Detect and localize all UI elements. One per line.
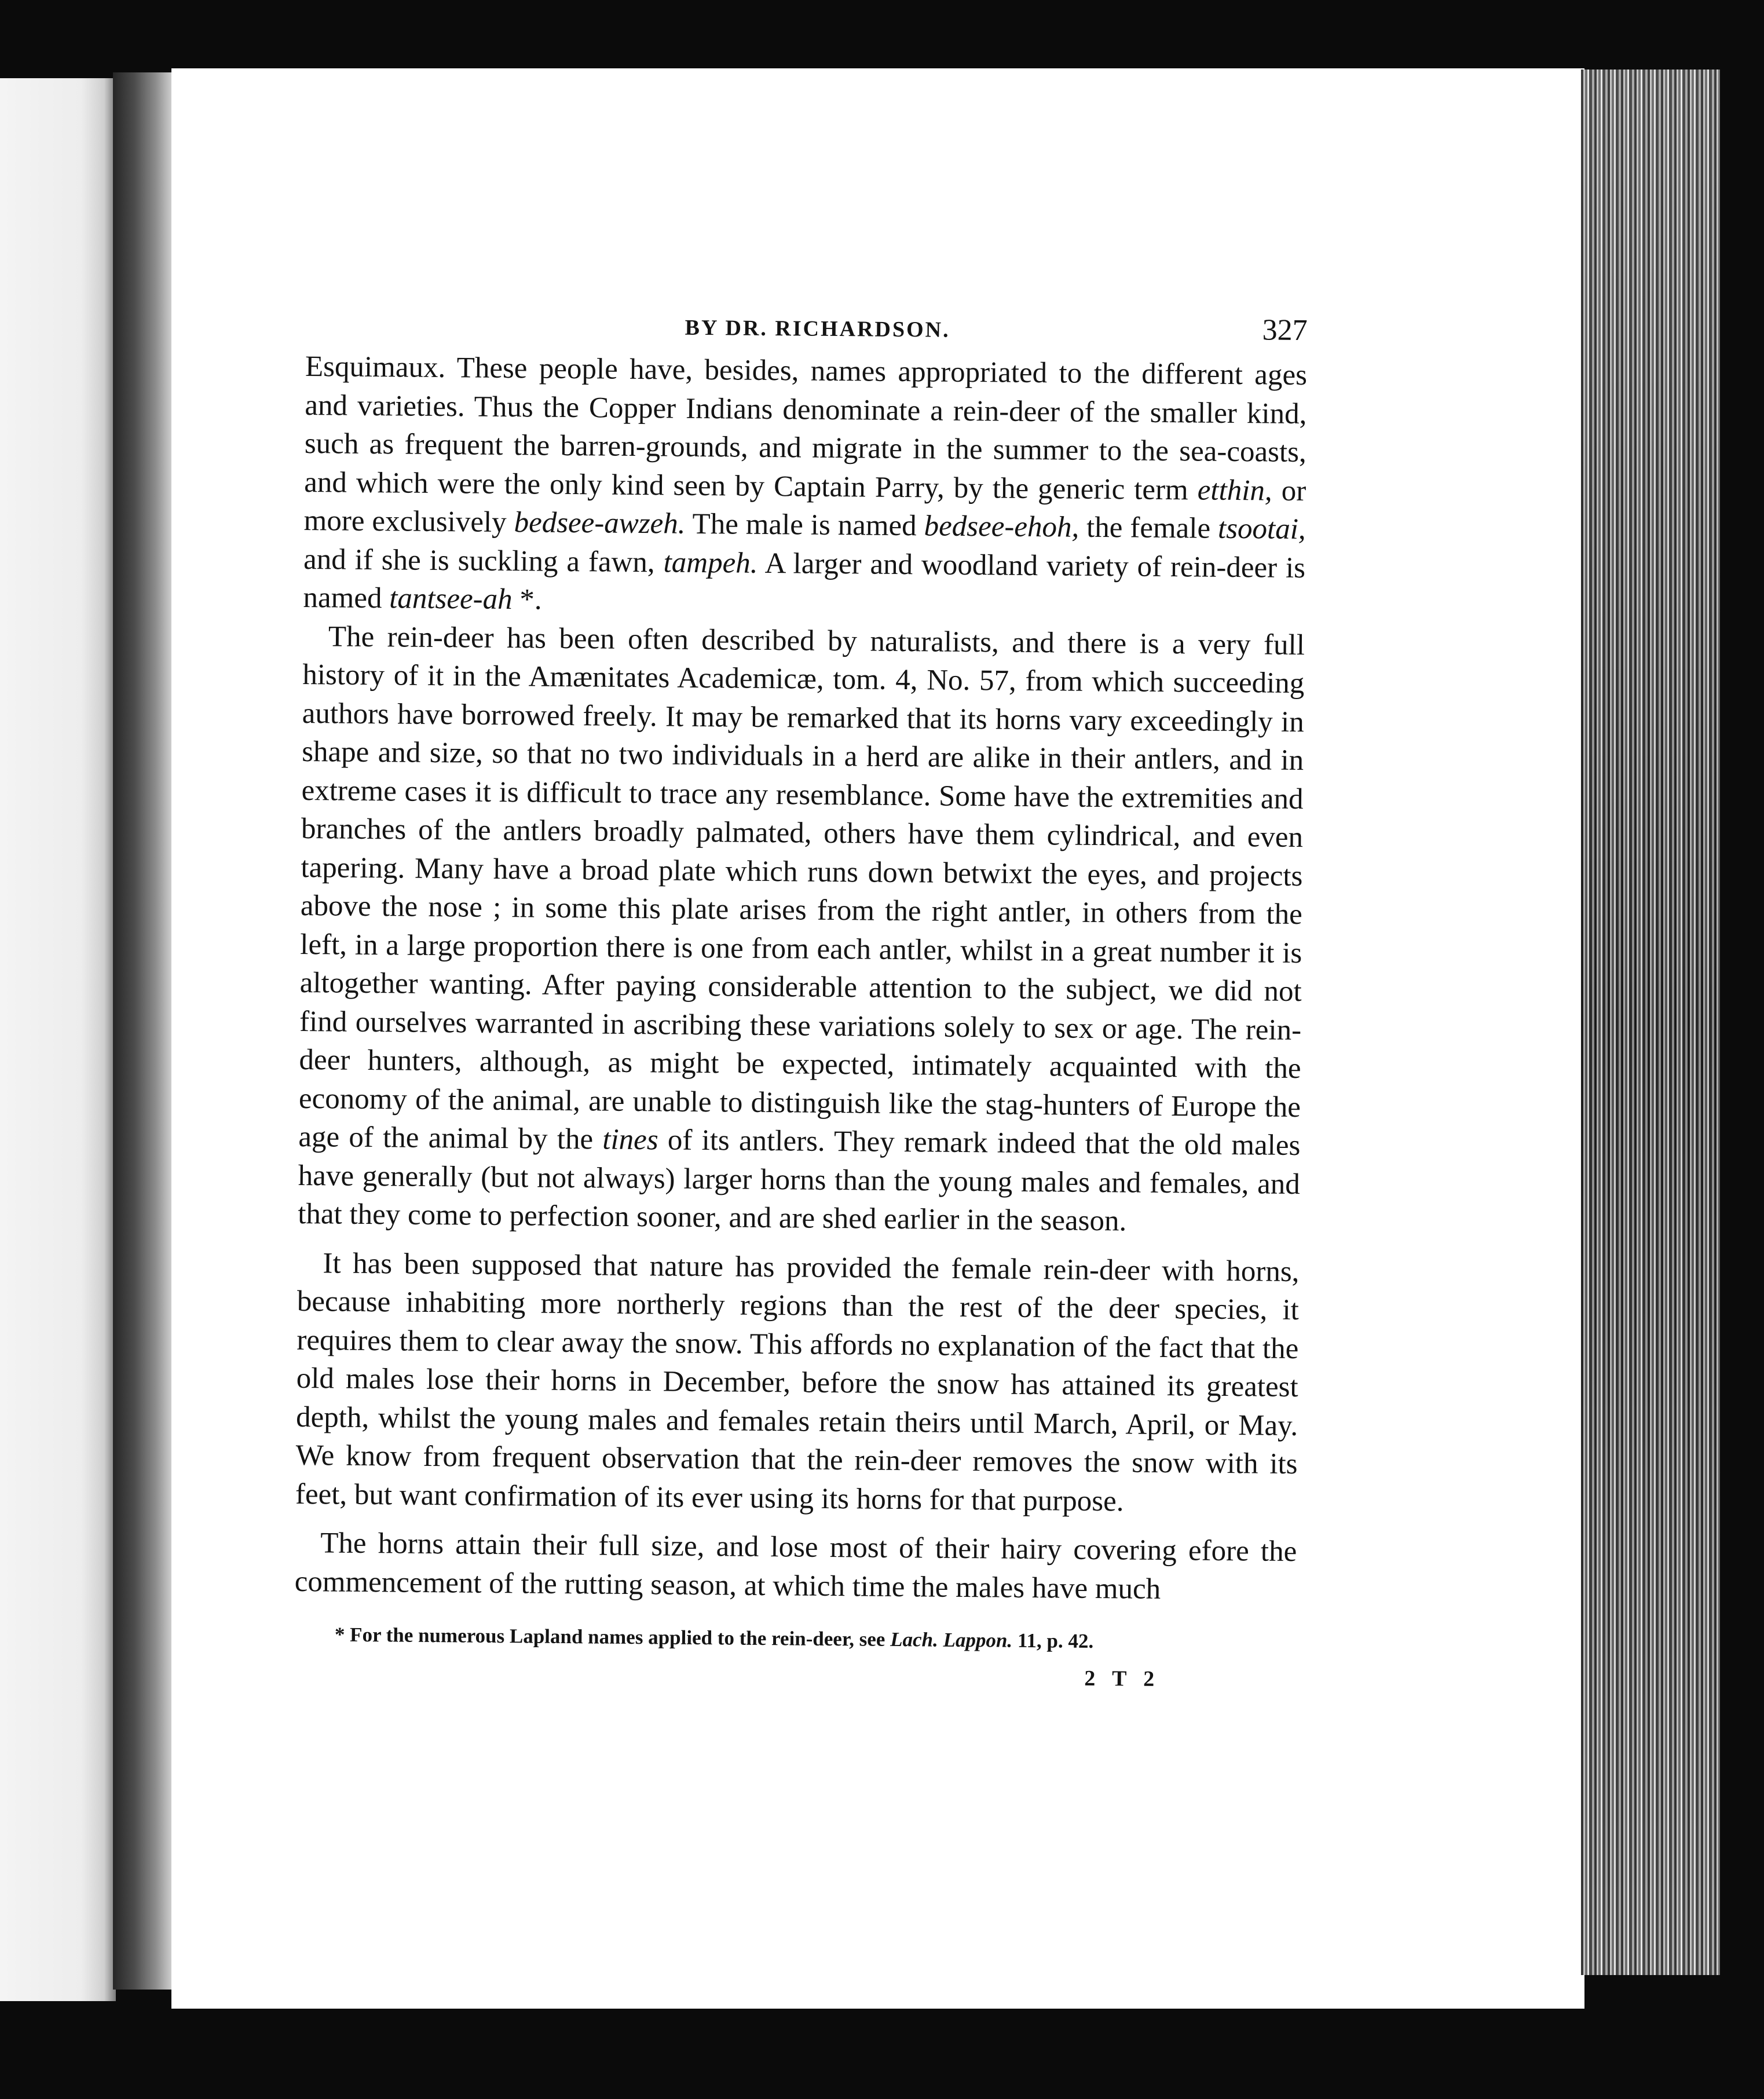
italic-term: etthin, <box>1197 473 1272 507</box>
italic-term: Lach. Lappon. <box>890 1628 1013 1652</box>
fore-edge-pages <box>1581 70 1720 1975</box>
page-number: 327 <box>1262 313 1308 348</box>
text-run: *. <box>512 583 542 616</box>
italic-term: tantsee-ah <box>389 582 513 616</box>
text-run: or more exclusively <box>303 474 1306 539</box>
paragraph <box>295 1244 1300 1522</box>
italic-term: bedsee-awzeh. <box>514 506 686 540</box>
italic-term: tines <box>602 1123 658 1157</box>
italic-term: bedsee-ehoh, <box>924 510 1079 544</box>
body-text <box>294 348 1307 1610</box>
text-run: Esquimaux. These people have, besides, names appropriated to the different ages and varieties. Thus the Copper Indians denominate a rein-deer of the smaller kind, such as frequent the barren-grounds, and migrate in the summer to the sea-coasts, and which were the only kind seen by Captain Parry, by the generic term <box>304 350 1308 506</box>
paragraph <box>294 1524 1297 1610</box>
footnote <box>294 1623 1296 1655</box>
text-run: 11, p. 42. <box>1012 1629 1094 1652</box>
text-run: The horns attain their full size, and lose most of their hairy covering efore the commencement of the rutting season, at which time the males have much <box>294 1527 1297 1606</box>
text-run: A larger and woodland variety of rein-deer is named <box>303 547 1306 615</box>
book-gutter <box>113 72 174 1990</box>
italic-term: tampeh. <box>663 546 758 580</box>
paragraph <box>303 348 1307 626</box>
running-head-title: BY DR. RICHARDSON. <box>685 315 950 342</box>
signature-mark: 2 T 2 <box>1084 1666 1161 1691</box>
text-run: of its antlers. They remark indeed that the old males have generally (but not always) larger horns than the young males and females, and that they come to perfection sooner, and are shed earlier in the season. <box>298 1124 1301 1238</box>
previous-page-edge <box>0 78 116 2001</box>
italic-term: tsootai, <box>1217 512 1306 546</box>
text-run: The male is named <box>685 507 924 543</box>
text-run: The rein-deer has been often described by naturalists, and there is a very full history of it in the Amænitates Academicæ, tom. 4, No. 57, from which succeeding authors have borrowed freely. It may be remarked that its horns vary exceedingly in shape and size, so that no two individuals in a herd are alike in their antlers, and in extreme cases it is difficult to trace any resemblance. Some have the extremities and branches of the antlers broadly palmated, others have them cylindrical, and even tapering. Many have a broad plate which runs down betwixt the eyes, and projects above the nose ; in some this plate arises from the right antler, in others from the left, in a large proportion there is one from each antler, whilst in a great number it is altogether wanting. After paying considerable attention to the subject, we did not find ourselves warranted in ascribing these variations solely to sex or age. The rein-deer hunters, although, as might be expected, intimately acquainted with the economy of the animal, are unable to distinguish like the stag-hunters of Europe the age of the animal by the <box>298 620 1305 1156</box>
page-text-block <box>294 301 1308 1693</box>
text-run: * For the numerous Lapland names applied to the rein-deer, see <box>334 1623 891 1651</box>
paragraph <box>298 617 1305 1242</box>
text-run: It has been supposed that nature has provided the female rein-deer with horns, because inhabiting more northerly regions than the rest of the deer species, it requires them to clear away the snow. This affords no explanation of the fact that the old males lose their horns in December, before the snow has attained its greatest depth, whilst the young males and females retain theirs until March, April, or May. We know from frequent observation that the rein-deer removes the snow with its feet, but want confirmation of its ever using its horns for that purpose. <box>295 1246 1300 1517</box>
text-run: and if she is suckling a fawn, <box>303 543 664 579</box>
running-head <box>305 301 1308 356</box>
text-run: the female <box>1078 511 1218 545</box>
